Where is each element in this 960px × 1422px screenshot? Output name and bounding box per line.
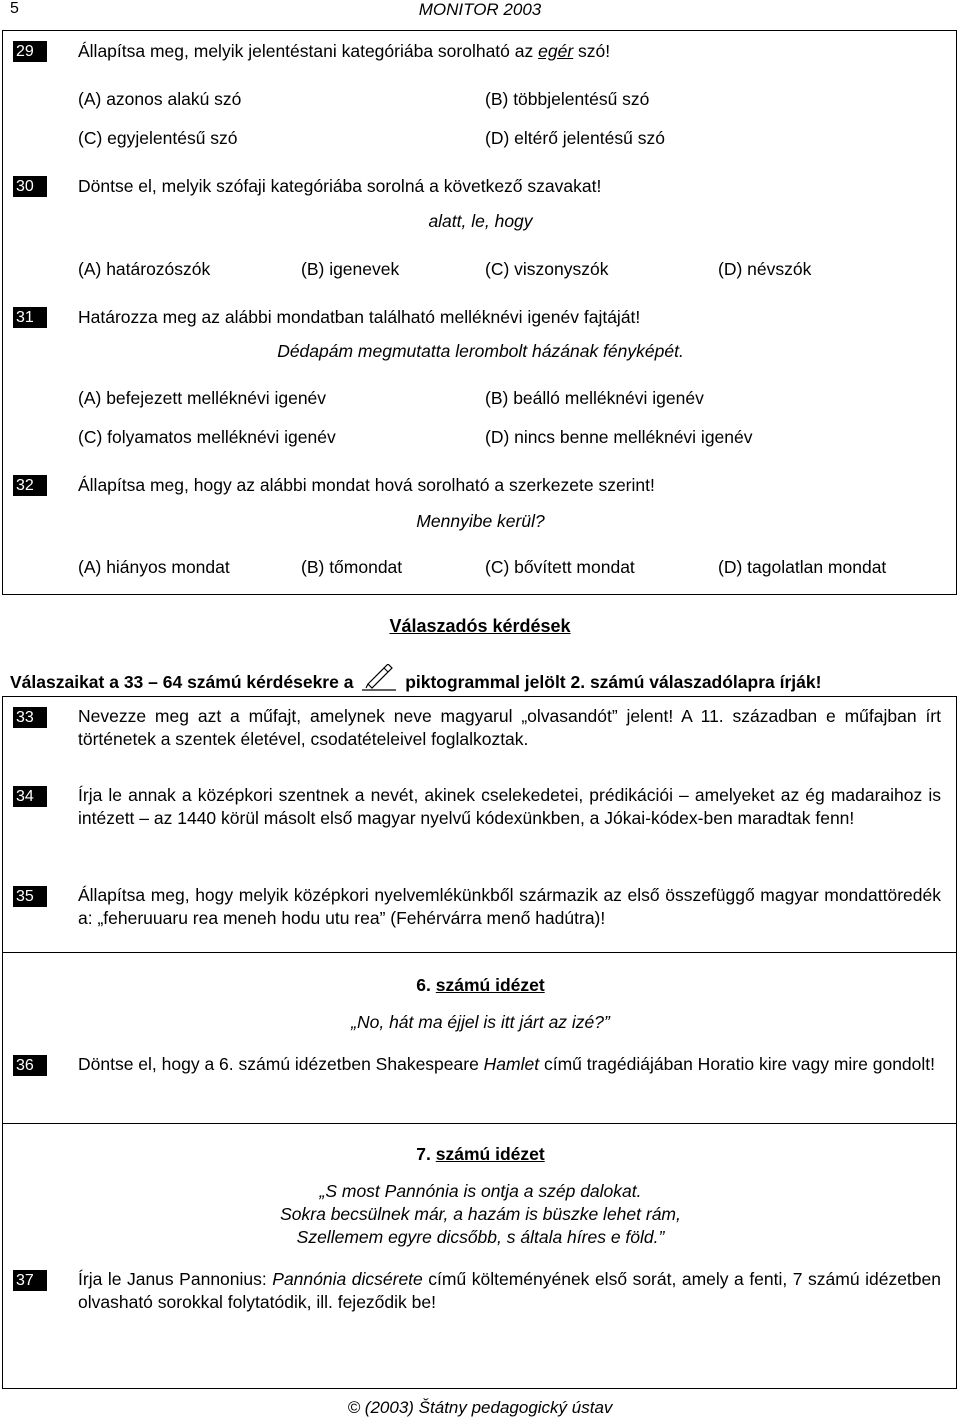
q31-option-a[interactable]: (A) befejezett melléknévi igenév <box>78 388 327 408</box>
q29-option-d[interactable]: (D) eltérő jelentésű szó <box>485 128 665 148</box>
question-33-text: Nevezze meg azt a műfajt, amelynek neve magyarul „olvasandót” jelent! A 11. században e műfajban írt történetek a szentek életével, csodatételeivel foglalkoztak. <box>78 706 941 749</box>
pannonia-title: Pannónia dicsérete <box>272 1269 423 1289</box>
page-number: 5 <box>10 0 19 17</box>
pen-icon <box>360 664 398 692</box>
q29-option-c[interactable]: (C) egyjelentésű szó <box>78 128 238 148</box>
q32-option-c[interactable]: (C) bővített mondat <box>485 557 635 577</box>
question-29-keyword: egér <box>538 41 574 61</box>
question-number-30: 30 <box>13 176 47 197</box>
question-number-31: 31 <box>13 307 47 328</box>
question-number-36: 36 <box>13 1055 47 1076</box>
q31-option-b[interactable]: (B) beálló melléknévi igenév <box>485 388 704 408</box>
question-box-33-35 <box>2 696 957 953</box>
question-number-35: 35 <box>13 886 47 907</box>
section-instruction: Válaszaikat a 33 – 64 számú kérdésekre a piktogrammal jelölt 2. számú válaszadólapra írják! <box>10 664 950 693</box>
q31-option-c[interactable]: (C) folyamatos melléknévi igenév <box>78 427 336 447</box>
question-box-36 <box>2 952 957 1124</box>
question-36-text: Döntse el, hogy a 6. számú idézetben Shakespeare Hamlet című tragédiájában Horatio kire vagy mire gondolt! <box>78 1054 936 1074</box>
quote-7-line: „S most Pannónia is ontja a szép dalokat. <box>319 1181 642 1201</box>
question-31-example: Dédapám megmutatta lerombolt házának fényképét. <box>277 341 684 361</box>
q30-option-b[interactable]: (B) igenevek <box>301 259 400 279</box>
q30-option-d[interactable]: (D) névszók <box>718 259 812 279</box>
q32-option-a[interactable]: (A) hiányos mondat <box>78 557 230 577</box>
question-34-text: Írja le annak a középkori szentnek a nevét, akinek cselekedetei, prédikációi – amelyeket az ég madaraihoz is intézett – az 1440 körül másolt első magyar nyelvű kódexünkben, a Jókai-kódex-ben maradtak fenn! <box>78 785 941 828</box>
question-31-text: Határozza meg az alábbi mondatban található melléknévi igenév fajtáját! <box>78 307 641 327</box>
question-37-text: Írja le Janus Pannonius: Pannónia dicsérete című költeményének első sorát, amely a fenti, 7 számú idézetben olvasható sorokkal folytatódik, ill. fejeződik be! <box>78 1269 941 1312</box>
question-30-example: alatt, le, hogy <box>428 211 533 231</box>
quote-7-line: Sokra becsülnek már, a hazám is büszke lehet rám, <box>280 1204 681 1224</box>
quote-7-title: 7. számú idézet <box>416 1144 545 1164</box>
q32-option-d[interactable]: (D) tagolatlan mondat <box>718 557 887 577</box>
q29-option-b[interactable]: (B) többjelentésű szó <box>485 89 650 109</box>
q29-option-a[interactable]: (A) azonos alakú szó <box>78 89 242 109</box>
quote-6-text: „No, hát ma éjjel is itt járt az izé?” <box>351 1012 610 1032</box>
question-number-32: 32 <box>13 475 47 496</box>
question-29-text: Állapítsa meg, melyik jelentéstani kategóriába sorolható az egér szó! <box>78 41 611 61</box>
question-box-37 <box>2 1123 957 1389</box>
page-header-title: MONITOR 2003 <box>418 0 542 19</box>
hamlet-title: Hamlet <box>483 1054 540 1074</box>
quote-6-title: 6. számú idézet <box>416 975 545 995</box>
question-number-34: 34 <box>13 786 47 807</box>
q32-option-b[interactable]: (B) tőmondat <box>301 557 403 577</box>
question-number-37: 37 <box>13 1270 47 1291</box>
question-box-29-32 <box>2 30 957 595</box>
question-number-33: 33 <box>13 707 47 728</box>
question-32-example: Mennyibe kerül? <box>416 511 545 531</box>
q30-option-a[interactable]: (A) határozószók <box>78 259 211 279</box>
question-35-text: Állapítsa meg, hogy melyik középkori nyelvemlékünkből származik az első összefüggő magyar mondattöredék a: „feheruuaru rea meneh hodu utu rea” (Fehérvárra menő hadútra)! <box>78 885 941 928</box>
question-32-text: Állapítsa meg, hogy az alábbi mondat hová sorolható a szerkezete szerint! <box>78 475 655 495</box>
question-number-29: 29 <box>13 41 47 62</box>
q31-option-d[interactable]: (D) nincs benne melléknévi igenév <box>485 427 753 447</box>
copyright-footer: © (2003) Štátny pedagogický ústav <box>347 1398 613 1417</box>
question-30-text: Döntse el, melyik szófaji kategóriába sorolná a következő szavakat! <box>78 176 602 196</box>
q30-option-c[interactable]: (C) viszonyszók <box>485 259 609 279</box>
quote-7-line: Szellemem egyre dicsőbb, s általa híres e föld.” <box>296 1227 665 1247</box>
section-title: Válaszadós kérdések <box>389 616 571 636</box>
